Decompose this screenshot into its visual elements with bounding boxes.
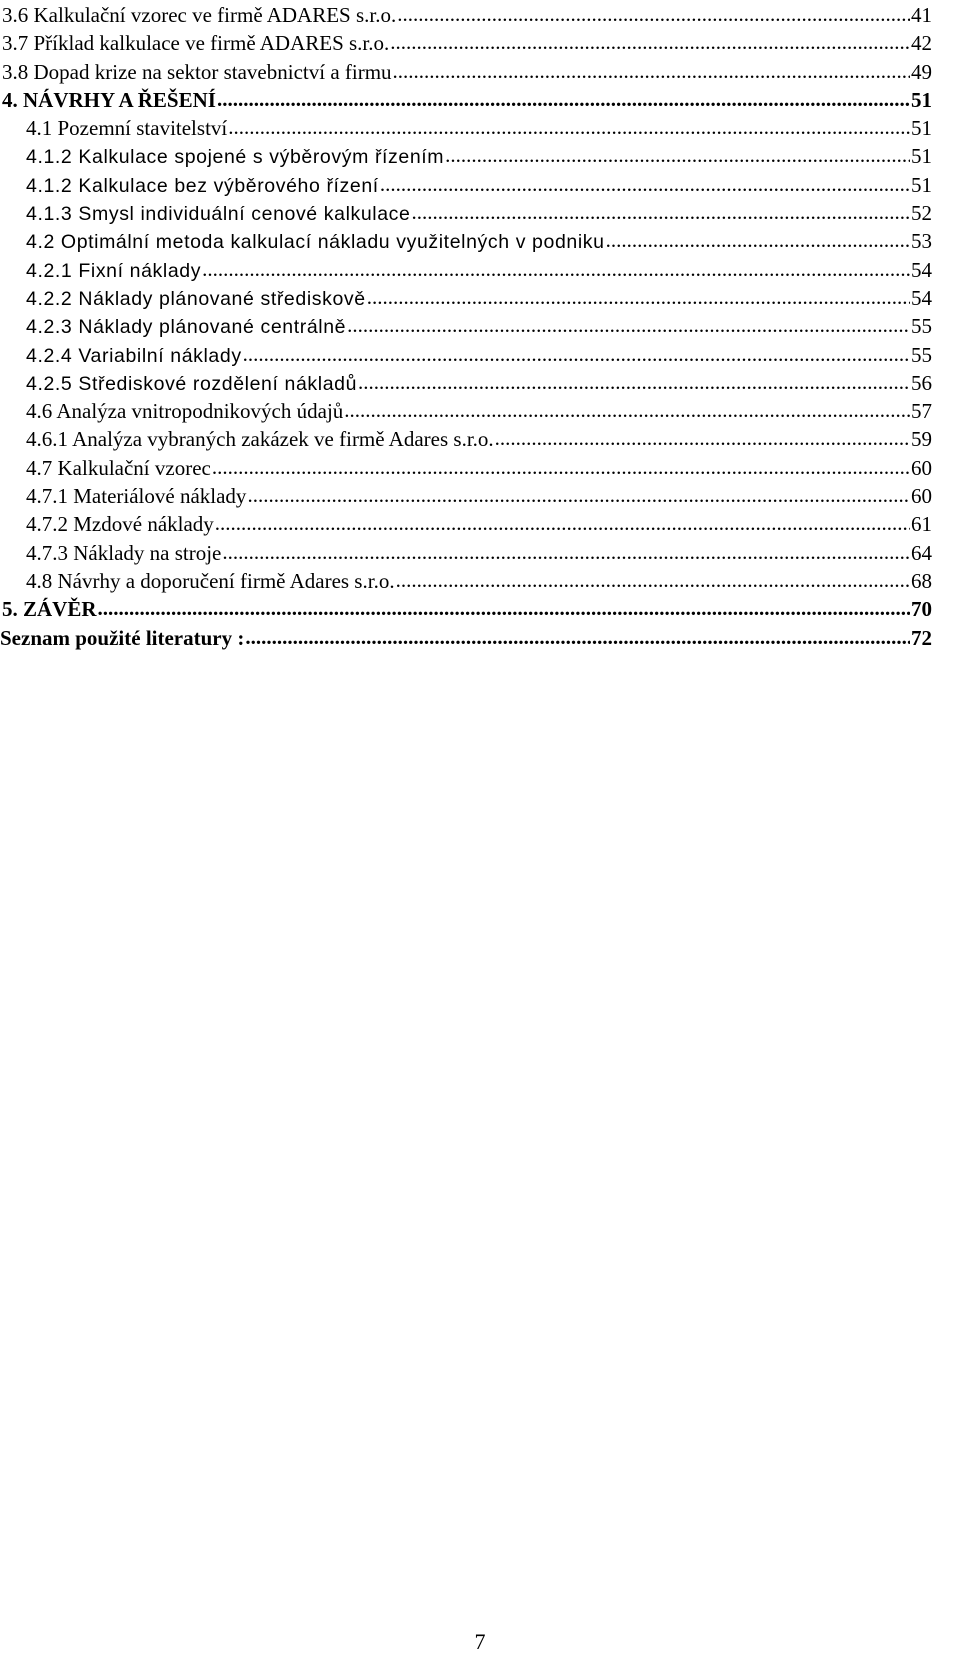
toc-entry-page: 55 <box>911 342 932 367</box>
toc-entry-page: 51 <box>911 144 932 169</box>
toc-entry <box>0 284 932 312</box>
toc-leader-dots <box>445 141 910 169</box>
toc-entry-page: 54 <box>911 285 932 310</box>
toc-entry-page: 53 <box>911 229 932 254</box>
toc-leader-dots <box>396 566 910 594</box>
toc-entry-label: 4.2.1 Fixní náklady <box>26 259 202 282</box>
toc-entry-label: 4. NÁVRHY A ŘEŠENÍ <box>2 87 216 112</box>
toc-entry <box>0 58 932 86</box>
toc-leader-dots <box>243 340 910 368</box>
toc-entry-label: 4.7.1 Materiálové náklady <box>26 484 247 509</box>
toc-entry <box>0 199 932 227</box>
toc-entry-page: 51 <box>911 172 932 197</box>
toc-entry <box>0 425 932 453</box>
toc-entry-page: 55 <box>911 314 932 339</box>
toc-entry-label: 3.7 Příklad kalkulace ve firmě ADARES s.r.o. <box>2 31 390 56</box>
toc-entry-label: 4.7.2 Mzdové náklady <box>26 512 214 537</box>
toc-leader-dots <box>202 255 910 283</box>
toc-leader-dots <box>495 424 910 452</box>
toc-leader-dots <box>212 453 910 481</box>
toc-leader-dots <box>380 170 910 198</box>
toc-entry <box>0 86 932 114</box>
toc-leader-dots <box>247 481 910 509</box>
toc-entry-page: 70 <box>911 597 932 622</box>
toc-entry-page: 54 <box>911 257 932 282</box>
toc-leader-dots <box>344 396 910 424</box>
toc-entry-label: 4.2.3 Náklady plánované centrálně <box>26 316 347 339</box>
toc-leader-dots <box>245 623 910 651</box>
toc-leader-dots <box>397 0 910 28</box>
toc-entry-page: 49 <box>911 59 932 84</box>
toc-leader-dots <box>390 28 910 56</box>
toc-leader-dots <box>606 226 910 254</box>
toc-entry <box>0 369 932 397</box>
toc-entry-label: 4.6 Analýza vnitropodnikových údajů <box>26 399 344 424</box>
toc-entry <box>0 567 932 595</box>
toc-entry <box>0 256 932 284</box>
toc-entry-page: 52 <box>911 201 932 226</box>
toc-leader-dots <box>98 594 910 622</box>
toc-entry-page: 61 <box>911 512 932 537</box>
toc-entry <box>0 1 932 29</box>
toc-entry-label: 4.2.4 Variabilní náklady <box>26 344 242 367</box>
toc-entry <box>0 397 932 425</box>
page-number: 7 <box>474 1629 486 1654</box>
toc-entry-label: 3.8 Dopad krize na sektor stavebnictví a firmu <box>2 59 392 84</box>
toc-leader-dots <box>347 311 910 339</box>
toc-entry <box>0 539 932 567</box>
toc-entry <box>0 312 932 340</box>
toc-entry-page: 51 <box>911 116 932 141</box>
toc-leader-dots <box>358 368 910 396</box>
toc-entry-page: 60 <box>911 484 932 509</box>
toc-leader-dots <box>393 57 910 85</box>
toc-entry <box>0 171 932 199</box>
toc-entry-label: 4.1 Pozemní stavitelství <box>26 116 228 141</box>
toc-entry <box>0 227 932 255</box>
toc-entry-page: 42 <box>911 31 932 56</box>
toc-entry <box>0 624 932 652</box>
toc-entry <box>0 510 932 538</box>
table-of-contents <box>0 1 932 652</box>
toc-entry-label: 4.1.2 Kalkulace bez výběrového řízení <box>26 174 379 197</box>
toc-entry-page: 41 <box>911 3 932 27</box>
toc-entry-page: 72 <box>911 625 932 650</box>
toc-leader-dots <box>222 538 910 566</box>
toc-entry-label: 4.1.2 Kalkulace spojené s výběrovým řízením <box>26 146 445 169</box>
toc-entry-label: 4.6.1 Analýza vybraných zakázek ve firmě Adares s.r.o. <box>26 427 494 452</box>
toc-entry-page: 68 <box>911 568 932 593</box>
toc-entry-page: 60 <box>911 455 932 480</box>
toc-entry <box>0 341 932 369</box>
toc-entry <box>0 454 932 482</box>
toc-leader-dots <box>217 85 910 113</box>
toc-entry-page: 57 <box>911 399 932 424</box>
toc-entry-page: 56 <box>911 370 932 395</box>
toc-entry-page: 64 <box>911 540 932 565</box>
toc-entry-label: 4.7 Kalkulační vzorec <box>26 455 211 480</box>
toc-leader-dots <box>367 283 910 311</box>
toc-leader-dots <box>215 509 910 537</box>
toc-entry-label: 4.2.5 Střediskové rozdělení nákladů <box>26 372 358 395</box>
toc-entry-label: Seznam použité literatury : <box>0 625 245 650</box>
toc-entry-label: 3.6 Kalkulační vzorec ve firmě ADARES s.r.o. <box>2 3 397 27</box>
toc-entry-label: 4.2.2 Náklady plánované střediskově <box>26 287 366 310</box>
toc-entry-label: 4.8 Návrhy a doporučení firmě Adares s.r.o. <box>26 568 395 593</box>
toc-entry <box>0 595 932 623</box>
toc-entry <box>0 482 932 510</box>
toc-entry-page: 51 <box>911 87 932 112</box>
toc-entry <box>0 114 932 142</box>
toc-leader-dots <box>228 113 910 141</box>
toc-entry-label: 5. ZÁVĚR <box>2 597 97 622</box>
toc-entry-label: 4.2 Optimální metoda kalkulací nákladu využitelných v podniku <box>26 231 605 254</box>
toc-entry <box>0 142 932 170</box>
toc-leader-dots <box>411 198 910 226</box>
toc-entry-label: 4.1.3 Smysl individuální cenové kalkulace <box>26 203 411 226</box>
toc-entry <box>0 29 932 57</box>
toc-entry-page: 59 <box>911 427 932 452</box>
toc-entry-label: 4.7.3 Náklady na stroje <box>26 540 222 565</box>
